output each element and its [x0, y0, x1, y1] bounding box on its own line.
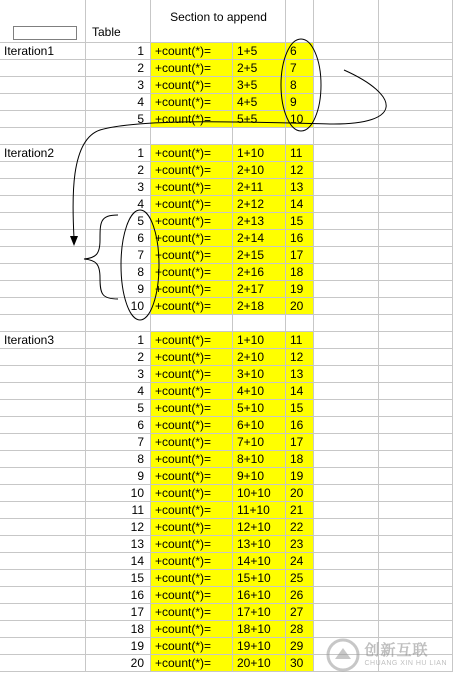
result-cell[interactable]: 20 — [286, 485, 314, 502]
empty-cell[interactable] — [0, 519, 86, 536]
watermark-name-cn: 创新互联 — [364, 642, 429, 659]
result-cell[interactable]: 11 — [286, 332, 314, 349]
row-number-cell[interactable]: 1 — [86, 43, 151, 60]
empty-cell[interactable] — [379, 43, 453, 60]
watermark-name-en: CHUANG XIN HU LIAN — [364, 660, 447, 667]
row-number-cell[interactable]: 10 — [86, 485, 151, 502]
row-number-cell[interactable]: 4 — [86, 196, 151, 213]
row-number-cell[interactable]: 4 — [86, 383, 151, 400]
row-number-cell[interactable]: 3 — [86, 366, 151, 383]
row-number-cell[interactable]: 18 — [86, 621, 151, 638]
empty-cell[interactable] — [0, 383, 86, 400]
section-header-cell[interactable]: Section to append — [151, 0, 286, 43]
empty-cell[interactable] — [0, 60, 86, 77]
row-number-cell[interactable]: 9 — [86, 281, 151, 298]
result-cell[interactable]: 24 — [286, 553, 314, 570]
result-cell[interactable]: 18 — [286, 264, 314, 281]
empty-cell[interactable] — [379, 179, 453, 196]
empty-cell[interactable] — [0, 213, 86, 230]
empty-cell[interactable] — [314, 94, 379, 111]
formula-cell[interactable]: +count(*)= — [151, 502, 233, 519]
empty-cell[interactable] — [0, 570, 86, 587]
header-cell[interactable] — [314, 0, 379, 43]
empty-cell[interactable] — [0, 400, 86, 417]
empty-cell[interactable] — [314, 400, 379, 417]
empty-cell[interactable] — [0, 196, 86, 213]
empty-cell[interactable] — [0, 604, 86, 621]
expression-cell[interactable]: 4+10 — [233, 383, 286, 400]
expression-cell[interactable]: 2+12 — [233, 196, 286, 213]
empty-cell[interactable] — [0, 553, 86, 570]
empty-cell[interactable] — [379, 587, 453, 604]
empty-cell[interactable] — [314, 315, 379, 332]
empty-cell[interactable] — [286, 315, 314, 332]
expression-cell[interactable]: 5+5 — [233, 111, 286, 128]
empty-cell[interactable] — [379, 332, 453, 349]
row-number-cell[interactable]: 8 — [86, 451, 151, 468]
formula-cell[interactable]: +count(*)= — [151, 264, 233, 281]
result-cell[interactable]: 26 — [286, 587, 314, 604]
result-cell[interactable]: 30 — [286, 655, 314, 672]
formula-cell[interactable]: +count(*)= — [151, 77, 233, 94]
empty-cell[interactable] — [379, 128, 453, 145]
result-cell[interactable]: 16 — [286, 230, 314, 247]
empty-cell[interactable] — [314, 77, 379, 94]
empty-cell[interactable] — [0, 315, 86, 332]
result-cell[interactable]: 10 — [286, 111, 314, 128]
expression-cell[interactable]: 19+10 — [233, 638, 286, 655]
empty-cell[interactable] — [314, 145, 379, 162]
empty-cell[interactable] — [0, 655, 86, 672]
empty-cell[interactable] — [379, 145, 453, 162]
empty-cell[interactable] — [314, 621, 379, 638]
watermark-logo-icon — [326, 638, 360, 672]
empty-cell[interactable] — [379, 553, 453, 570]
empty-cell[interactable] — [314, 179, 379, 196]
empty-cell[interactable] — [151, 315, 233, 332]
formula-cell[interactable]: +count(*)= — [151, 332, 233, 349]
formula-cell[interactable]: +count(*)= — [151, 553, 233, 570]
formula-cell[interactable]: +count(*)= — [151, 570, 233, 587]
empty-cell[interactable] — [0, 230, 86, 247]
result-cell[interactable]: 27 — [286, 604, 314, 621]
formula-cell[interactable]: +count(*)= — [151, 247, 233, 264]
empty-cell[interactable] — [379, 502, 453, 519]
row-number-cell[interactable]: 4 — [86, 94, 151, 111]
formula-cell[interactable]: +count(*)= — [151, 366, 233, 383]
row-number-cell[interactable]: 2 — [86, 349, 151, 366]
empty-cell[interactable] — [379, 536, 453, 553]
expression-cell[interactable]: 6+10 — [233, 417, 286, 434]
formula-cell[interactable]: +count(*)= — [151, 655, 233, 672]
row-number-cell[interactable]: 3 — [86, 77, 151, 94]
empty-cell[interactable] — [379, 434, 453, 451]
empty-cell[interactable] — [0, 298, 86, 315]
empty-cell[interactable] — [314, 570, 379, 587]
expression-cell[interactable]: 12+10 — [233, 519, 286, 536]
empty-cell[interactable] — [0, 485, 86, 502]
expression-cell[interactable]: 10+10 — [233, 485, 286, 502]
formula-cell[interactable]: +count(*)= — [151, 451, 233, 468]
empty-cell[interactable] — [151, 128, 233, 145]
empty-cell[interactable] — [314, 502, 379, 519]
empty-cell[interactable] — [314, 366, 379, 383]
result-cell[interactable]: 12 — [286, 162, 314, 179]
expression-cell[interactable]: 18+10 — [233, 621, 286, 638]
empty-cell[interactable] — [379, 349, 453, 366]
result-cell[interactable]: 7 — [286, 60, 314, 77]
row-number-cell[interactable]: 12 — [86, 519, 151, 536]
formula-cell[interactable]: +count(*)= — [151, 111, 233, 128]
empty-cell[interactable] — [286, 128, 314, 145]
row-number-cell[interactable]: 2 — [86, 162, 151, 179]
empty-cell[interactable] — [0, 111, 86, 128]
row-number-cell[interactable]: 6 — [86, 417, 151, 434]
result-cell[interactable]: 14 — [286, 196, 314, 213]
empty-cell[interactable] — [379, 417, 453, 434]
expression-cell[interactable]: 2+14 — [233, 230, 286, 247]
empty-cell[interactable] — [379, 230, 453, 247]
formula-cell[interactable]: +count(*)= — [151, 281, 233, 298]
row-number-cell[interactable]: 16 — [86, 587, 151, 604]
row-number-cell[interactable]: 19 — [86, 638, 151, 655]
empty-cell[interactable] — [314, 536, 379, 553]
empty-cell[interactable] — [314, 230, 379, 247]
header-cell[interactable] — [233, 0, 286, 43]
formula-cell[interactable]: +count(*)= — [151, 485, 233, 502]
empty-cell[interactable] — [379, 196, 453, 213]
empty-cell[interactable] — [0, 247, 86, 264]
result-cell[interactable]: 18 — [286, 451, 314, 468]
row-number-cell[interactable]: 10 — [86, 298, 151, 315]
row-number-cell[interactable]: 7 — [86, 247, 151, 264]
empty-cell[interactable] — [314, 434, 379, 451]
expression-cell[interactable]: 3+10 — [233, 366, 286, 383]
empty-cell[interactable] — [0, 179, 86, 196]
result-cell[interactable]: 16 — [286, 417, 314, 434]
expression-cell[interactable]: 2+16 — [233, 264, 286, 281]
empty-cell[interactable] — [0, 77, 86, 94]
empty-cell[interactable] — [314, 298, 379, 315]
result-cell[interactable]: 15 — [286, 213, 314, 230]
formula-cell[interactable]: +count(*)= — [151, 349, 233, 366]
formula-cell[interactable]: +count(*)= — [151, 43, 233, 60]
formula-cell[interactable]: +count(*)= — [151, 400, 233, 417]
empty-cell[interactable] — [314, 264, 379, 281]
expression-cell[interactable]: 1+10 — [233, 332, 286, 349]
formula-cell[interactable]: +count(*)= — [151, 213, 233, 230]
result-cell[interactable]: 23 — [286, 536, 314, 553]
formula-cell[interactable]: +count(*)= — [151, 604, 233, 621]
formula-cell[interactable]: +count(*)= — [151, 162, 233, 179]
expression-cell[interactable]: 16+10 — [233, 587, 286, 604]
empty-cell[interactable] — [314, 604, 379, 621]
empty-cell[interactable] — [379, 247, 453, 264]
empty-cell[interactable] — [379, 604, 453, 621]
empty-cell[interactable] — [379, 213, 453, 230]
expression-cell[interactable]: 14+10 — [233, 553, 286, 570]
expression-cell[interactable]: 2+15 — [233, 247, 286, 264]
expression-cell[interactable]: 2+10 — [233, 349, 286, 366]
formula-cell[interactable]: +count(*)= — [151, 94, 233, 111]
empty-cell[interactable] — [314, 417, 379, 434]
row-number-cell[interactable]: 2 — [86, 60, 151, 77]
row-number-cell[interactable]: 5 — [86, 111, 151, 128]
table-header-cell[interactable]: Table — [86, 0, 151, 43]
expression-cell[interactable]: 7+10 — [233, 434, 286, 451]
empty-cell[interactable] — [379, 468, 453, 485]
empty-cell[interactable] — [314, 587, 379, 604]
empty-cell[interactable] — [379, 485, 453, 502]
row-number-cell[interactable]: 17 — [86, 604, 151, 621]
expression-cell[interactable]: 2+17 — [233, 281, 286, 298]
iteration-label[interactable]: Iteration2 — [0, 145, 86, 162]
expression-cell[interactable]: 11+10 — [233, 502, 286, 519]
header-cell[interactable] — [286, 0, 314, 43]
formula-cell[interactable]: +count(*)= — [151, 145, 233, 162]
row-number-cell[interactable]: 5 — [86, 213, 151, 230]
empty-cell[interactable] — [379, 60, 453, 77]
result-cell[interactable]: 25 — [286, 570, 314, 587]
row-number-cell[interactable]: 1 — [86, 332, 151, 349]
empty-cell[interactable] — [314, 60, 379, 77]
row-number-cell[interactable]: 13 — [86, 536, 151, 553]
empty-cell[interactable] — [0, 281, 86, 298]
expression-cell[interactable]: 2+11 — [233, 179, 286, 196]
empty-cell[interactable] — [379, 383, 453, 400]
empty-cell[interactable] — [0, 366, 86, 383]
empty-cell[interactable] — [233, 315, 286, 332]
empty-cell[interactable] — [314, 213, 379, 230]
empty-cell[interactable] — [86, 128, 151, 145]
iteration-label[interactable]: Iteration1 — [0, 43, 86, 60]
empty-cell[interactable] — [379, 451, 453, 468]
empty-cell[interactable] — [86, 315, 151, 332]
empty-cell[interactable] — [0, 587, 86, 604]
result-cell[interactable]: 21 — [286, 502, 314, 519]
expression-cell[interactable]: 2+5 — [233, 60, 286, 77]
result-cell[interactable]: 11 — [286, 145, 314, 162]
empty-cell[interactable] — [379, 315, 453, 332]
row-number-cell[interactable]: 11 — [86, 502, 151, 519]
expression-cell[interactable]: 1+5 — [233, 43, 286, 60]
empty-cell[interactable] — [379, 519, 453, 536]
formula-cell[interactable]: +count(*)= — [151, 468, 233, 485]
empty-cell[interactable] — [379, 400, 453, 417]
empty-cell[interactable] — [314, 519, 379, 536]
empty-cell[interactable] — [0, 434, 86, 451]
watermark — [326, 638, 447, 672]
result-cell[interactable]: 29 — [286, 638, 314, 655]
empty-cell[interactable] — [379, 162, 453, 179]
row-number-cell[interactable]: 15 — [86, 570, 151, 587]
result-cell[interactable]: 20 — [286, 298, 314, 315]
empty-cell[interactable] — [0, 128, 86, 145]
empty-cell[interactable] — [314, 553, 379, 570]
row-number-cell[interactable]: 6 — [86, 230, 151, 247]
expression-cell[interactable]: 17+10 — [233, 604, 286, 621]
empty-cell[interactable] — [0, 536, 86, 553]
empty-cell[interactable] — [0, 468, 86, 485]
row-number-cell[interactable]: 14 — [86, 553, 151, 570]
empty-cell[interactable] — [0, 621, 86, 638]
result-cell[interactable]: 17 — [286, 247, 314, 264]
expression-cell[interactable]: 1+10 — [233, 145, 286, 162]
empty-cell[interactable] — [314, 162, 379, 179]
header-cell[interactable] — [0, 0, 86, 43]
empty-cell[interactable] — [0, 264, 86, 281]
formula-cell[interactable]: +count(*)= — [151, 230, 233, 247]
formula-cell[interactable]: +count(*)= — [151, 196, 233, 213]
row-number-cell[interactable]: 5 — [86, 400, 151, 417]
result-cell[interactable]: 9 — [286, 94, 314, 111]
empty-cell[interactable] — [314, 196, 379, 213]
empty-cell[interactable] — [379, 94, 453, 111]
row-number-cell[interactable]: 7 — [86, 434, 151, 451]
empty-cell[interactable] — [314, 332, 379, 349]
result-cell[interactable]: 13 — [286, 179, 314, 196]
result-cell[interactable]: 17 — [286, 434, 314, 451]
empty-cell[interactable] — [0, 638, 86, 655]
empty-cell[interactable] — [0, 162, 86, 179]
empty-cell[interactable] — [314, 43, 379, 60]
expression-cell[interactable]: 2+18 — [233, 298, 286, 315]
header-cell[interactable] — [379, 0, 453, 43]
result-cell[interactable]: 8 — [286, 77, 314, 94]
formula-cell[interactable]: +count(*)= — [151, 179, 233, 196]
expression-cell[interactable]: 20+10 — [233, 655, 286, 672]
empty-cell[interactable] — [0, 502, 86, 519]
expression-cell[interactable]: 15+10 — [233, 570, 286, 587]
expression-cell[interactable]: 4+5 — [233, 94, 286, 111]
empty-cell[interactable] — [314, 247, 379, 264]
formula-cell[interactable]: +count(*)= — [151, 536, 233, 553]
empty-cell[interactable] — [314, 485, 379, 502]
formula-cell[interactable]: +count(*)= — [151, 298, 233, 315]
result-cell[interactable]: 14 — [286, 383, 314, 400]
formula-cell[interactable]: +count(*)= — [151, 417, 233, 434]
result-cell[interactable]: 22 — [286, 519, 314, 536]
empty-cell[interactable] — [379, 281, 453, 298]
empty-cell[interactable] — [379, 77, 453, 94]
formula-cell[interactable]: +count(*)= — [151, 638, 233, 655]
result-cell[interactable]: 15 — [286, 400, 314, 417]
iteration-label[interactable]: Iteration3 — [0, 332, 86, 349]
row-number-cell[interactable]: 9 — [86, 468, 151, 485]
expression-cell[interactable]: 13+10 — [233, 536, 286, 553]
formula-cell[interactable]: +count(*)= — [151, 383, 233, 400]
empty-cell[interactable] — [379, 570, 453, 587]
empty-cell[interactable] — [379, 621, 453, 638]
formula-cell[interactable]: +count(*)= — [151, 60, 233, 77]
empty-cell[interactable] — [314, 383, 379, 400]
formula-cell[interactable]: +count(*)= — [151, 621, 233, 638]
empty-cell[interactable] — [379, 298, 453, 315]
empty-cell[interactable] — [314, 468, 379, 485]
result-cell[interactable]: 13 — [286, 366, 314, 383]
result-cell[interactable]: 19 — [286, 468, 314, 485]
row-number-cell[interactable]: 8 — [86, 264, 151, 281]
empty-cell[interactable] — [233, 128, 286, 145]
empty-cell[interactable] — [379, 264, 453, 281]
empty-cell[interactable] — [0, 451, 86, 468]
empty-cell[interactable] — [0, 349, 86, 366]
empty-cell[interactable] — [314, 349, 379, 366]
result-cell[interactable]: 19 — [286, 281, 314, 298]
expression-cell[interactable]: 2+13 — [233, 213, 286, 230]
expression-cell[interactable]: 9+10 — [233, 468, 286, 485]
formula-cell[interactable]: +count(*)= — [151, 519, 233, 536]
formula-cell[interactable]: +count(*)= — [151, 587, 233, 604]
result-cell[interactable]: 12 — [286, 349, 314, 366]
expression-cell[interactable]: 8+10 — [233, 451, 286, 468]
empty-cell[interactable] — [314, 111, 379, 128]
expression-cell[interactable]: 5+10 — [233, 400, 286, 417]
formula-cell[interactable]: +count(*)= — [151, 434, 233, 451]
empty-cell[interactable] — [314, 451, 379, 468]
empty-cell[interactable] — [379, 366, 453, 383]
row-number-cell[interactable]: 3 — [86, 179, 151, 196]
result-cell[interactable]: 6 — [286, 43, 314, 60]
empty-cell[interactable] — [0, 417, 86, 434]
expression-cell[interactable]: 2+10 — [233, 162, 286, 179]
empty-cell[interactable] — [379, 111, 453, 128]
result-cell[interactable]: 28 — [286, 621, 314, 638]
empty-cell[interactable] — [314, 128, 379, 145]
row-number-cell[interactable]: 20 — [86, 655, 151, 672]
empty-cell[interactable] — [0, 94, 86, 111]
expression-cell[interactable]: 3+5 — [233, 77, 286, 94]
row-number-cell[interactable]: 1 — [86, 145, 151, 162]
empty-cell[interactable] — [314, 281, 379, 298]
